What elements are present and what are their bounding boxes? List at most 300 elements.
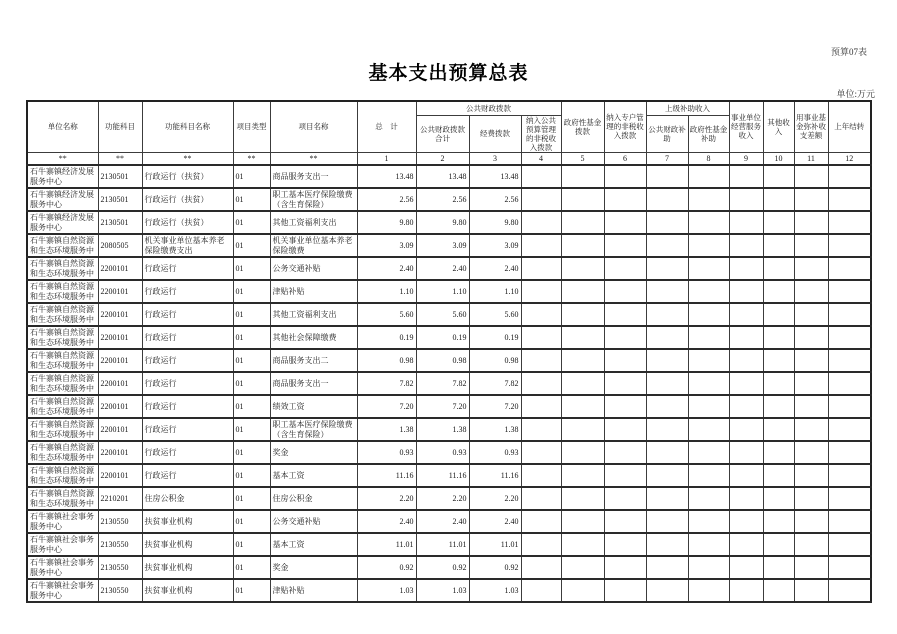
cell-fund-balance (794, 487, 828, 510)
cell-nontax-budget (521, 372, 561, 395)
index-cell-nontax-budget: 4 (521, 152, 561, 165)
index-cell-public-finance-total: 2 (416, 152, 469, 165)
cell-public-finance-subsidy (646, 533, 688, 556)
cell-project-type: 01 (233, 395, 270, 418)
cell-prev-year-carryover (828, 395, 871, 418)
cell-public-finance-total: 0.92 (416, 556, 469, 579)
cell-other-income (763, 441, 794, 464)
cell-project-name: 绩效工资 (270, 395, 357, 418)
cell-business-income (729, 234, 763, 257)
cell-gov-fund (561, 234, 604, 257)
cell-function-name: 行政运行 (142, 418, 233, 441)
cell-public-finance-subsidy (646, 464, 688, 487)
cell-business-income (729, 303, 763, 326)
cell-project-type: 01 (233, 280, 270, 303)
cell-fund-balance (794, 556, 828, 579)
cell-nontax-budget (521, 165, 561, 188)
cell-nontax-budget (521, 464, 561, 487)
header-fund-allocation: 经费拨款 (469, 115, 521, 152)
cell-total: 0.92 (357, 556, 416, 579)
cell-function-code: 2200101 (98, 418, 142, 441)
cell-fund-balance (794, 349, 828, 372)
cell-unit-name: 石牛寨镇社会事务服务中心 (27, 510, 98, 533)
cell-other-income (763, 211, 794, 234)
cell-gov-fund (561, 510, 604, 533)
cell-function-code: 2130501 (98, 165, 142, 188)
cell-gov-fund (561, 349, 604, 372)
cell-public-finance-total: 11.16 (416, 464, 469, 487)
column-index-row (27, 152, 871, 165)
cell-gov-fund (561, 579, 604, 602)
cell-function-name: 行政运行 (142, 395, 233, 418)
index-cell-nontax-special: 6 (604, 152, 646, 165)
cell-fund-allocation: 3.09 (469, 234, 521, 257)
cell-function-name: 行政运行（扶贫） (142, 188, 233, 211)
header-function-name: 功能科目名称 (142, 101, 233, 152)
cell-function-code: 2210201 (98, 487, 142, 510)
cell-public-finance-subsidy (646, 234, 688, 257)
cell-other-income (763, 372, 794, 395)
cell-project-name: 奖金 (270, 556, 357, 579)
cell-gov-fund-subsidy (688, 349, 729, 372)
cell-gov-fund-subsidy (688, 510, 729, 533)
table-row (27, 326, 871, 349)
cell-nontax-special (604, 579, 646, 602)
cell-prev-year-carryover (828, 510, 871, 533)
cell-public-finance-subsidy (646, 211, 688, 234)
cell-unit-name: 石牛寨镇社会事务服务中心 (27, 556, 98, 579)
cell-public-finance-subsidy (646, 395, 688, 418)
cell-nontax-budget (521, 303, 561, 326)
cell-public-finance-subsidy (646, 487, 688, 510)
cell-gov-fund (561, 418, 604, 441)
cell-gov-fund-subsidy (688, 372, 729, 395)
cell-function-name: 行政运行（扶贫） (142, 211, 233, 234)
cell-public-finance-total: 1.03 (416, 579, 469, 602)
cell-project-type: 01 (233, 188, 270, 211)
cell-public-finance-subsidy (646, 418, 688, 441)
cell-project-type: 01 (233, 211, 270, 234)
table-header (27, 101, 871, 165)
cell-nontax-budget (521, 326, 561, 349)
cell-project-name: 奖金 (270, 441, 357, 464)
cell-project-type: 01 (233, 556, 270, 579)
cell-public-finance-subsidy (646, 579, 688, 602)
index-cell-fund-balance: 11 (794, 152, 828, 165)
cell-project-type: 01 (233, 418, 270, 441)
cell-other-income (763, 303, 794, 326)
cell-other-income (763, 257, 794, 280)
table-row (27, 372, 871, 395)
cell-nontax-budget (521, 349, 561, 372)
cell-fund-allocation: 7.20 (469, 395, 521, 418)
index-cell-fund-allocation: 3 (469, 152, 521, 165)
cell-public-finance-total: 2.20 (416, 487, 469, 510)
cell-function-code: 2200101 (98, 441, 142, 464)
page-title: 基本支出预算总表 (368, 63, 529, 84)
cell-business-income (729, 487, 763, 510)
cell-gov-fund (561, 257, 604, 280)
cell-business-income (729, 441, 763, 464)
cell-function-code: 2130550 (98, 579, 142, 602)
cell-project-name: 机关事业单位基本养老保险缴费 (270, 234, 357, 257)
cell-total: 1.03 (357, 579, 416, 602)
cell-function-name: 住房公积金 (142, 487, 233, 510)
header-other-income: 其他收入 (763, 101, 794, 152)
cell-unit-name: 石牛寨镇自然资源和生态环境服务中 (27, 234, 98, 257)
cell-fund-balance (794, 510, 828, 533)
cell-project-type: 01 (233, 326, 270, 349)
unit-of-measure-label: 单位:万元 (836, 89, 875, 99)
cell-public-finance-total: 9.80 (416, 211, 469, 234)
cell-business-income (729, 533, 763, 556)
cell-project-name: 基本工资 (270, 533, 357, 556)
cell-unit-name: 石牛寨镇自然资源和生态环境服务中 (27, 326, 98, 349)
cell-project-name: 商品服务支出一 (270, 372, 357, 395)
cell-function-name: 扶贫事业机构 (142, 556, 233, 579)
cell-gov-fund (561, 533, 604, 556)
cell-fund-allocation: 0.92 (469, 556, 521, 579)
cell-function-code: 2200101 (98, 372, 142, 395)
cell-function-name: 扶贫事业机构 (142, 579, 233, 602)
index-cell-unit-name: ** (27, 152, 98, 165)
budget-summary-table (26, 100, 872, 603)
cell-fund-balance (794, 234, 828, 257)
cell-fund-balance (794, 464, 828, 487)
cell-nontax-budget (521, 533, 561, 556)
cell-public-finance-subsidy (646, 257, 688, 280)
cell-total: 7.20 (357, 395, 416, 418)
cell-nontax-budget (521, 234, 561, 257)
form-number-label: 预算07表 (830, 47, 867, 57)
cell-nontax-special (604, 349, 646, 372)
cell-project-name: 津贴补贴 (270, 579, 357, 602)
cell-public-finance-total: 5.60 (416, 303, 469, 326)
cell-gov-fund (561, 280, 604, 303)
cell-prev-year-carryover (828, 418, 871, 441)
cell-public-finance-total: 1.38 (416, 418, 469, 441)
cell-total: 7.82 (357, 372, 416, 395)
header-unit-name: 单位名称 (27, 101, 98, 152)
cell-fund-allocation: 9.80 (469, 211, 521, 234)
cell-function-code: 2080505 (98, 234, 142, 257)
index-cell-total: 1 (357, 152, 416, 165)
cell-function-name: 扶贫事业机构 (142, 533, 233, 556)
cell-total: 1.10 (357, 280, 416, 303)
cell-unit-name: 石牛寨镇自然资源和生态环境服务中 (27, 418, 98, 441)
cell-gov-fund (561, 487, 604, 510)
cell-fund-allocation: 0.93 (469, 441, 521, 464)
cell-project-name: 其他工资福利支出 (270, 211, 357, 234)
cell-nontax-special (604, 418, 646, 441)
table-row (27, 418, 871, 441)
cell-public-finance-total: 13.48 (416, 165, 469, 188)
table-row (27, 441, 871, 464)
cell-nontax-budget (521, 257, 561, 280)
cell-business-income (729, 280, 763, 303)
cell-nontax-special (604, 165, 646, 188)
cell-nontax-special (604, 257, 646, 280)
cell-nontax-budget (521, 441, 561, 464)
table-row (27, 257, 871, 280)
cell-function-name: 行政运行 (142, 280, 233, 303)
cell-fund-balance (794, 533, 828, 556)
cell-nontax-budget (521, 556, 561, 579)
cell-gov-fund-subsidy (688, 556, 729, 579)
table-row (27, 188, 871, 211)
cell-gov-fund-subsidy (688, 303, 729, 326)
cell-unit-name: 石牛寨镇自然资源和生态环境服务中 (27, 487, 98, 510)
cell-unit-name: 石牛寨镇经济发展服务中心 (27, 211, 98, 234)
cell-function-name: 行政运行 (142, 326, 233, 349)
cell-other-income (763, 280, 794, 303)
cell-nontax-special (604, 556, 646, 579)
cell-business-income (729, 418, 763, 441)
cell-nontax-special (604, 487, 646, 510)
cell-public-finance-subsidy (646, 510, 688, 533)
cell-nontax-special (604, 211, 646, 234)
cell-unit-name: 石牛寨镇社会事务服务中心 (27, 533, 98, 556)
cell-prev-year-carryover (828, 441, 871, 464)
cell-project-type: 01 (233, 165, 270, 188)
cell-project-name: 商品服务支出一 (270, 165, 357, 188)
table-row (27, 303, 871, 326)
cell-project-name: 基本工资 (270, 464, 357, 487)
index-cell-function-name: ** (142, 152, 233, 165)
cell-project-type: 01 (233, 303, 270, 326)
cell-prev-year-carryover (828, 349, 871, 372)
cell-function-name: 扶贫事业机构 (142, 510, 233, 533)
cell-gov-fund-subsidy (688, 579, 729, 602)
cell-gov-fund (561, 556, 604, 579)
cell-project-type: 01 (233, 533, 270, 556)
cell-public-finance-total: 7.82 (416, 372, 469, 395)
cell-total: 0.93 (357, 441, 416, 464)
cell-other-income (763, 234, 794, 257)
cell-gov-fund (561, 441, 604, 464)
cell-function-code: 2130550 (98, 510, 142, 533)
cell-function-code: 2130501 (98, 188, 142, 211)
cell-gov-fund (561, 372, 604, 395)
cell-fund-balance (794, 165, 828, 188)
header-project-name: 项目名称 (270, 101, 357, 152)
table-row (27, 579, 871, 602)
cell-other-income (763, 418, 794, 441)
table-row (27, 556, 871, 579)
cell-public-finance-total: 1.10 (416, 280, 469, 303)
index-cell-prev-year-carryover: 12 (828, 152, 871, 165)
cell-business-income (729, 395, 763, 418)
header-nontax-special: 纳入专户管理的非税收入拨款 (604, 101, 646, 152)
cell-function-code: 2130550 (98, 533, 142, 556)
cell-function-code: 2200101 (98, 349, 142, 372)
header-superior-subsidy-group: 上级补助收入 (646, 101, 729, 115)
cell-gov-fund-subsidy (688, 234, 729, 257)
cell-prev-year-carryover (828, 533, 871, 556)
table-row (27, 234, 871, 257)
table-row (27, 165, 871, 188)
cell-project-name: 其他社会保障缴费 (270, 326, 357, 349)
cell-business-income (729, 165, 763, 188)
header-business-income: 事业单位经营服务收入 (729, 101, 763, 152)
cell-project-type: 01 (233, 510, 270, 533)
table-row (27, 349, 871, 372)
cell-prev-year-carryover (828, 165, 871, 188)
cell-fund-allocation: 1.03 (469, 579, 521, 602)
cell-other-income (763, 349, 794, 372)
cell-unit-name: 石牛寨镇自然资源和生态环境服务中 (27, 303, 98, 326)
cell-function-name: 行政运行 (142, 349, 233, 372)
cell-fund-allocation: 11.01 (469, 533, 521, 556)
cell-fund-balance (794, 418, 828, 441)
cell-unit-name: 石牛寨镇自然资源和生态环境服务中 (27, 372, 98, 395)
cell-gov-fund-subsidy (688, 395, 729, 418)
cell-gov-fund (561, 303, 604, 326)
cell-gov-fund-subsidy (688, 280, 729, 303)
cell-fund-allocation: 2.40 (469, 257, 521, 280)
cell-gov-fund (561, 188, 604, 211)
index-cell-function-code: ** (98, 152, 142, 165)
index-cell-project-type: ** (233, 152, 270, 165)
cell-nontax-special (604, 280, 646, 303)
table-row (27, 487, 871, 510)
cell-total: 2.20 (357, 487, 416, 510)
cell-gov-fund-subsidy (688, 165, 729, 188)
header-public-finance-total: 公共财政拨款合计 (416, 115, 469, 152)
cell-gov-fund-subsidy (688, 533, 729, 556)
index-cell-gov-fund: 5 (561, 152, 604, 165)
cell-nontax-special (604, 234, 646, 257)
cell-prev-year-carryover (828, 487, 871, 510)
cell-function-name: 行政运行 (142, 441, 233, 464)
cell-unit-name: 石牛寨镇自然资源和生态环境服务中 (27, 441, 98, 464)
header-gov-fund: 政府性基金拨款 (561, 101, 604, 152)
cell-unit-name: 石牛寨镇自然资源和生态环境服务中 (27, 395, 98, 418)
cell-gov-fund (561, 165, 604, 188)
cell-business-income (729, 579, 763, 602)
cell-function-code: 2200101 (98, 257, 142, 280)
cell-nontax-special (604, 303, 646, 326)
cell-function-name: 行政运行 (142, 372, 233, 395)
cell-gov-fund-subsidy (688, 211, 729, 234)
cell-project-name: 津贴补贴 (270, 280, 357, 303)
cell-fund-balance (794, 303, 828, 326)
cell-fund-allocation: 7.82 (469, 372, 521, 395)
cell-fund-balance (794, 188, 828, 211)
cell-nontax-special (604, 464, 646, 487)
cell-public-finance-total: 0.93 (416, 441, 469, 464)
cell-nontax-budget (521, 211, 561, 234)
cell-other-income (763, 395, 794, 418)
cell-gov-fund-subsidy (688, 418, 729, 441)
cell-fund-allocation: 2.20 (469, 487, 521, 510)
cell-total: 0.98 (357, 349, 416, 372)
cell-function-name: 行政运行 (142, 303, 233, 326)
cell-business-income (729, 464, 763, 487)
cell-nontax-special (604, 533, 646, 556)
cell-project-type: 01 (233, 234, 270, 257)
cell-project-name: 其他工资福利支出 (270, 303, 357, 326)
cell-public-finance-subsidy (646, 441, 688, 464)
cell-business-income (729, 510, 763, 533)
cell-prev-year-carryover (828, 326, 871, 349)
cell-unit-name: 石牛寨镇社会事务服务中心 (27, 579, 98, 602)
cell-fund-allocation: 2.40 (469, 510, 521, 533)
header-fund-balance: 用事业基金弥补收支差额 (794, 101, 828, 152)
header-prev-year-carryover: 上年结转 (828, 101, 871, 152)
cell-fund-allocation: 11.16 (469, 464, 521, 487)
cell-fund-allocation: 2.56 (469, 188, 521, 211)
cell-business-income (729, 349, 763, 372)
cell-function-code: 2200101 (98, 464, 142, 487)
cell-unit-name: 石牛寨镇自然资源和生态环境服务中 (27, 464, 98, 487)
header-public-finance-group: 公共财政拨款 (416, 101, 561, 115)
cell-fund-allocation: 0.19 (469, 326, 521, 349)
cell-business-income (729, 257, 763, 280)
cell-total: 11.01 (357, 533, 416, 556)
cell-prev-year-carryover (828, 211, 871, 234)
cell-public-finance-total: 0.98 (416, 349, 469, 372)
cell-gov-fund-subsidy (688, 257, 729, 280)
table-row (27, 533, 871, 556)
cell-fund-balance (794, 211, 828, 234)
table-row (27, 510, 871, 533)
cell-nontax-special (604, 441, 646, 464)
cell-nontax-budget (521, 579, 561, 602)
cell-total: 11.16 (357, 464, 416, 487)
cell-prev-year-carryover (828, 372, 871, 395)
cell-nontax-budget (521, 395, 561, 418)
cell-prev-year-carryover (828, 303, 871, 326)
cell-function-name: 行政运行 (142, 257, 233, 280)
index-cell-project-name: ** (270, 152, 357, 165)
cell-fund-allocation: 1.10 (469, 280, 521, 303)
cell-fund-balance (794, 280, 828, 303)
cell-fund-allocation: 5.60 (469, 303, 521, 326)
cell-business-income (729, 211, 763, 234)
cell-public-finance-total: 0.19 (416, 326, 469, 349)
header-gov-fund-subsidy: 政府性基金补助 (688, 115, 729, 152)
cell-gov-fund-subsidy (688, 188, 729, 211)
table-row (27, 464, 871, 487)
cell-fund-balance (794, 257, 828, 280)
cell-gov-fund (561, 211, 604, 234)
header-row-groups (27, 101, 871, 115)
cell-business-income (729, 372, 763, 395)
header-public-finance-subsidy: 公共财政补助 (646, 115, 688, 152)
cell-other-income (763, 533, 794, 556)
cell-gov-fund-subsidy (688, 441, 729, 464)
cell-total: 9.80 (357, 211, 416, 234)
cell-total: 5.60 (357, 303, 416, 326)
cell-business-income (729, 556, 763, 579)
cell-fund-balance (794, 372, 828, 395)
cell-total: 13.48 (357, 165, 416, 188)
header-total: 总 计 (357, 101, 416, 152)
cell-unit-name: 石牛寨镇自然资源和生态环境服务中 (27, 280, 98, 303)
table-row (27, 211, 871, 234)
cell-unit-name: 石牛寨镇经济发展服务中心 (27, 165, 98, 188)
cell-total: 2.40 (357, 257, 416, 280)
cell-fund-balance (794, 579, 828, 602)
cell-gov-fund-subsidy (688, 326, 729, 349)
cell-prev-year-carryover (828, 234, 871, 257)
index-cell-gov-fund-subsidy: 8 (688, 152, 729, 165)
cell-nontax-budget (521, 280, 561, 303)
cell-total: 1.38 (357, 418, 416, 441)
cell-unit-name: 石牛寨镇自然资源和生态环境服务中 (27, 257, 98, 280)
cell-other-income (763, 188, 794, 211)
